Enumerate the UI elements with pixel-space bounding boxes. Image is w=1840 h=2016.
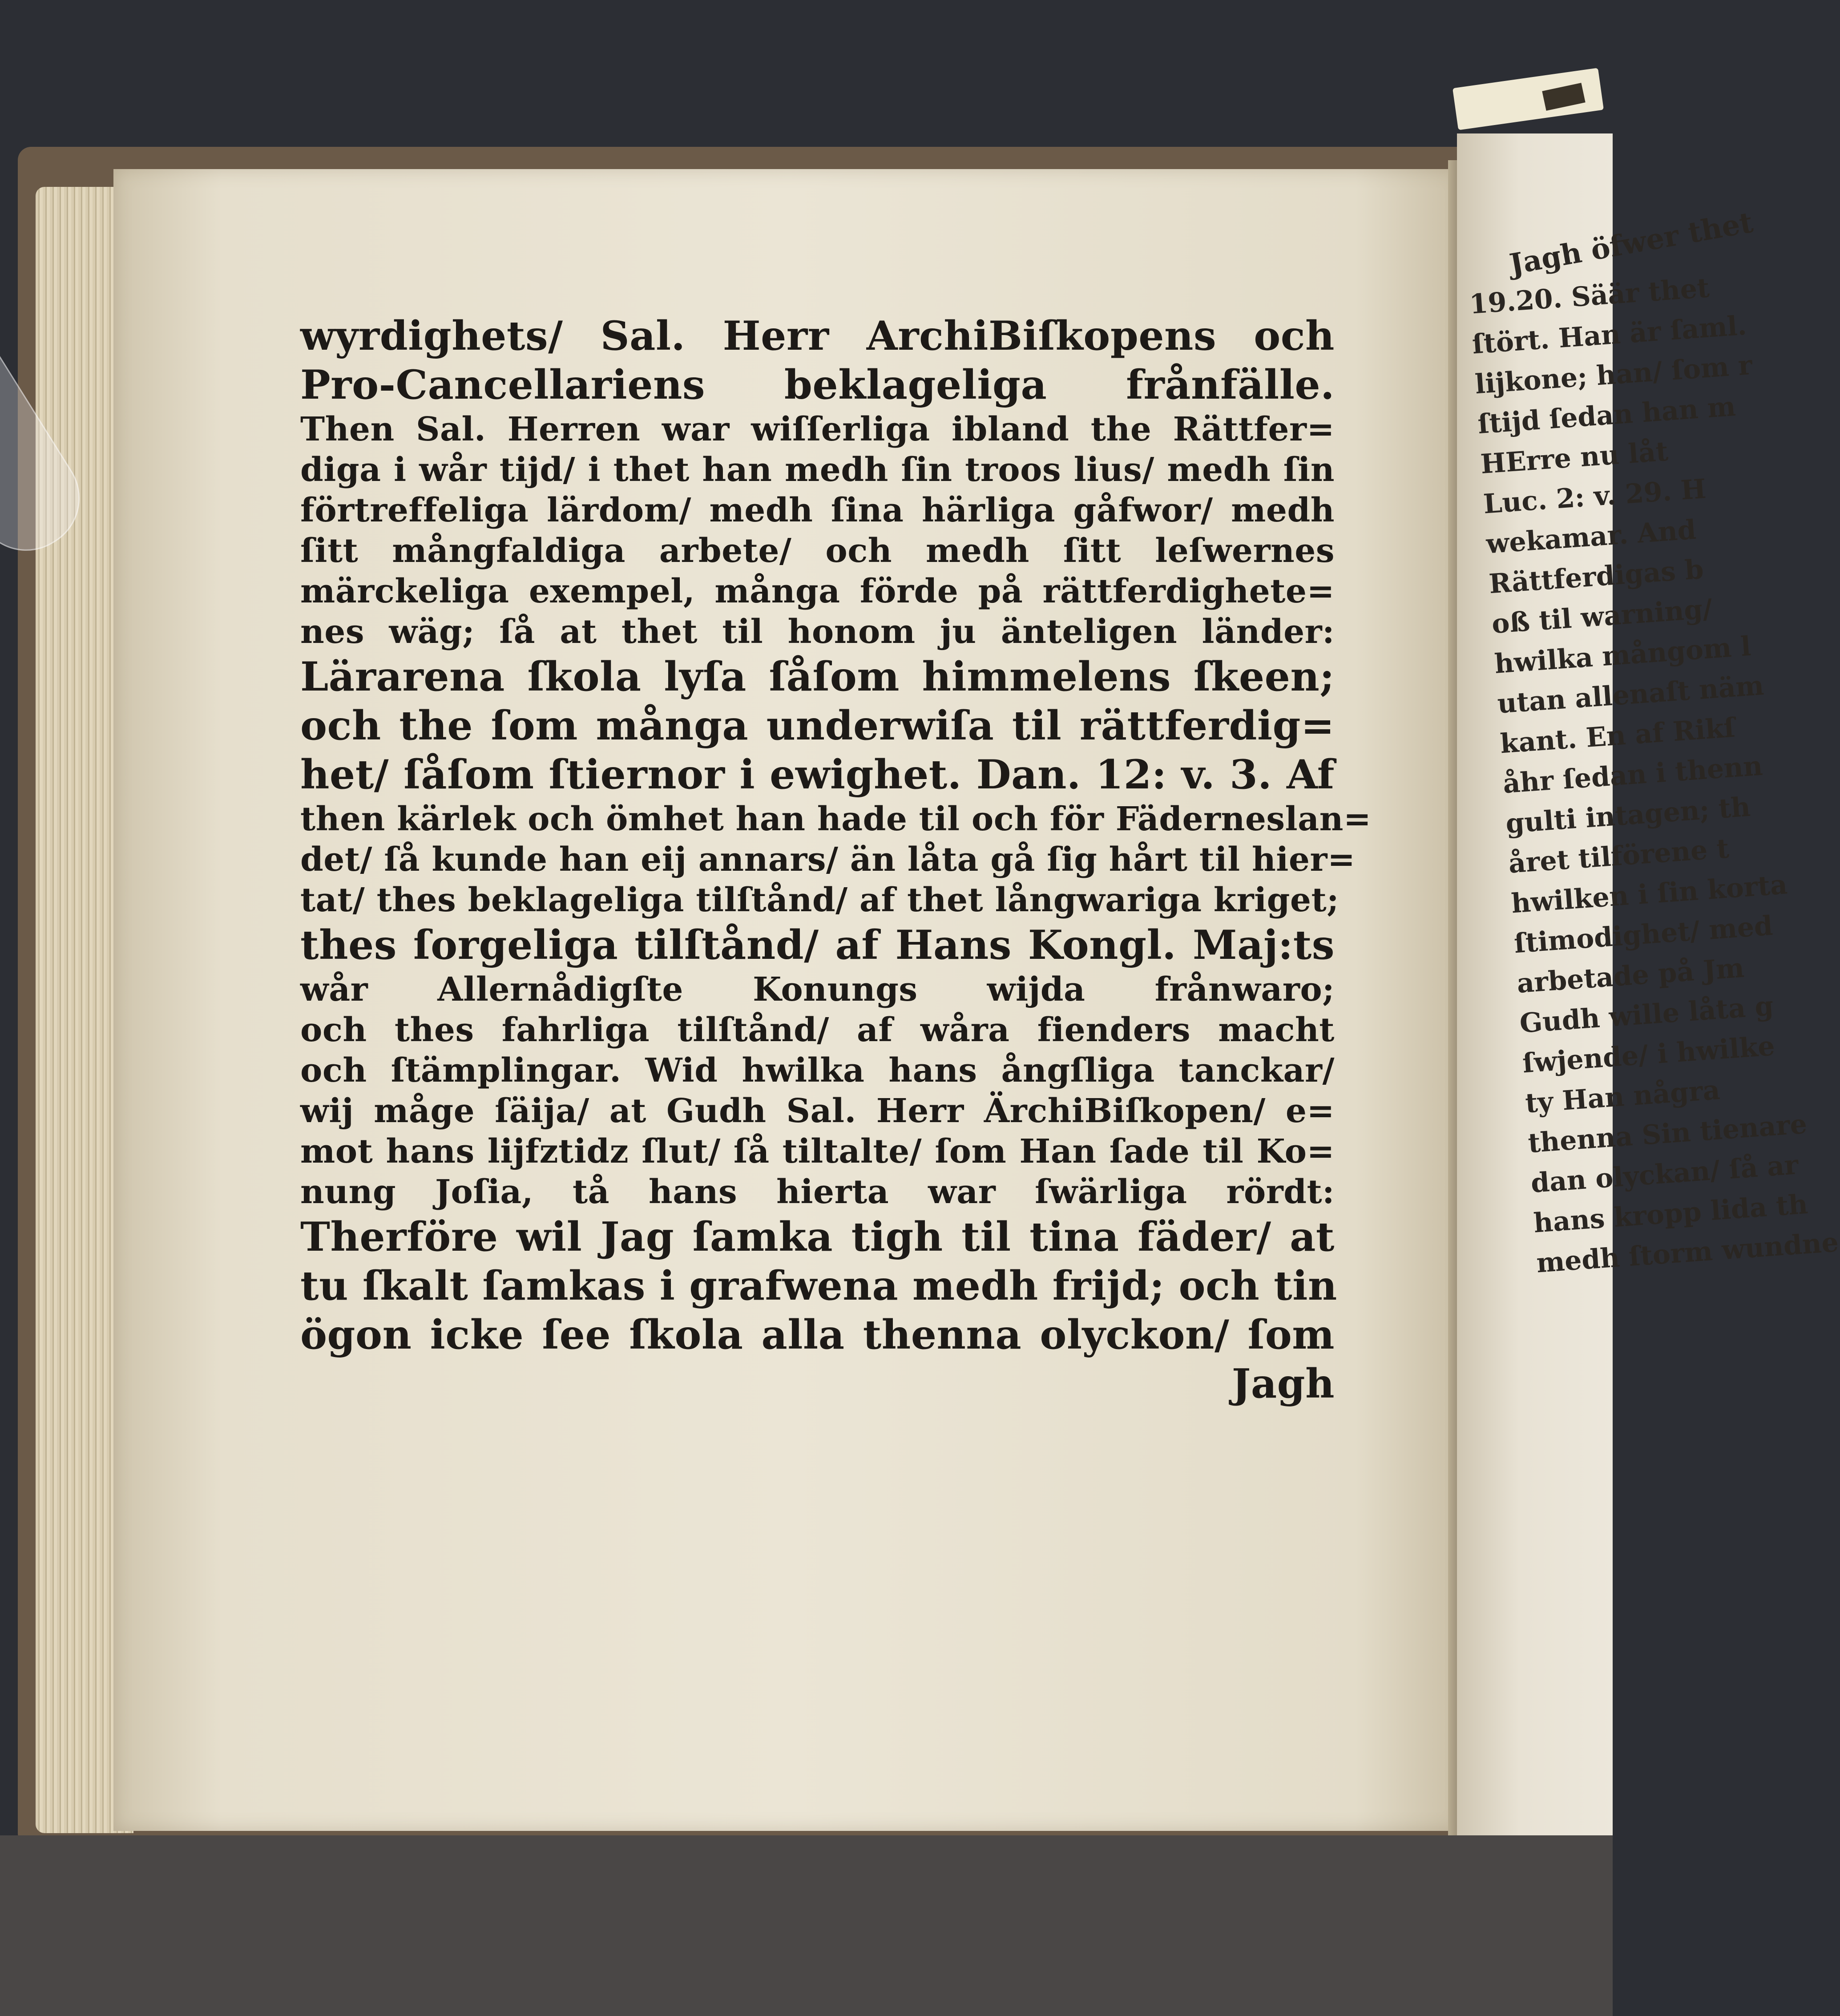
- text-line: och ſtämplingar. Wid hwilka hans ångſliga tanckar/: [300, 1051, 1335, 1090]
- right-text-line: wekamar. And: [1485, 514, 1697, 560]
- right-text-line: ty Han några: [1524, 1075, 1721, 1119]
- catchword: Jagh: [1231, 1360, 1335, 1407]
- text-line: förtreffeliga lärdom/ medh ſina härliga gåfwor/ medh: [300, 491, 1335, 529]
- text-line: nes wäg; ſå at thet til honom ju änteligen länder:: [300, 613, 1335, 651]
- right-text-line: ſtört. Han är ſaml.: [1471, 310, 1748, 360]
- right-text-line: HErre nu låt: [1479, 436, 1669, 480]
- right-text-line: lijkone; han/ ſom r: [1474, 349, 1754, 400]
- text-line: then kärlek och ömhet han hade til och för Fäderneslan=: [300, 800, 1372, 838]
- text-line: mot hans lijfztidz ſlut/ ſå tiltalte/ ſom Han ſade til Ko=: [300, 1132, 1335, 1171]
- right-text-line: oß til warning/: [1490, 593, 1714, 640]
- text-line: tu ſkalt ſamkas i grafwena medh frijd; och tin: [300, 1262, 1337, 1309]
- text-line: Then Sal. Herren war wiſſerliga ibland the Rättfer=: [300, 410, 1335, 448]
- right-text-line: året tilförene t: [1507, 833, 1730, 880]
- left-page-text: [300, 311, 1372, 1408]
- right-text-line: Gudh wille låta g: [1518, 990, 1775, 1039]
- right-text-line: thenna Sin tienare: [1527, 1108, 1808, 1160]
- text-line: wij måge ſäija/ at Gudh Sal. Herr ÄrchiBiſkopen/ e=: [300, 1092, 1335, 1130]
- right-page-header: Jagh öfwer thet: [1507, 206, 1756, 282]
- right-text-line: ſwjende/ i hwilke: [1521, 1030, 1776, 1079]
- background-band: [0, 1835, 1613, 2016]
- right-text-line: utan allenaſt näm: [1496, 670, 1765, 720]
- right-text-line: kant. En af Rikſ: [1499, 712, 1736, 760]
- text-line: thes ſorgeliga tilſtånd/ af Hans Kongl. Maj:ts: [300, 921, 1335, 969]
- right-text-line: ſtimodighet/ med: [1513, 910, 1774, 960]
- text-line: det/ ſå kunde han eij annars/ än låta gå ſig hårt til hier=: [300, 840, 1356, 879]
- right-text-line: hans kropp lida th: [1533, 1188, 1809, 1239]
- text-line: tat/ thes beklageliga tilſtånd/ af thet långwariga kriget;: [300, 881, 1339, 919]
- text-line: wyrdighets/ Sal. Herr ArchiBiſkopens och: [300, 312, 1335, 360]
- text-line: och the ſom många underwiſa til rättferdig=: [300, 702, 1335, 749]
- text-line: Pro-Cancellariens beklageliga frånfälle.: [300, 361, 1335, 408]
- text-line: ſitt mångfaldiga arbete/ och medh ſitt leſwernes: [300, 532, 1335, 570]
- right-text-line: arbetade på Jm: [1516, 952, 1745, 1000]
- text-line: nung Joſia, tå hans hierta war ſwärliga rördt:: [300, 1173, 1335, 1211]
- right-text-line: åhr ſedan i thenn: [1502, 750, 1764, 800]
- right-text-line: ſtijd ſedan han m: [1477, 391, 1737, 440]
- right-text-line: hwilka mångom l: [1493, 630, 1752, 680]
- text-line: och thes fahrliga tilſtånd/ af wåra fienders macht: [300, 1011, 1335, 1049]
- right-text-line: hwilken i ſin korta: [1510, 869, 1788, 920]
- text-line: ögon icke ſee ſkola alla thenna olyckon/ ſom: [300, 1311, 1335, 1358]
- text-line: Lärarena ſkola lyſa ſåſom himmelens ſkeen;: [300, 653, 1335, 700]
- text-line: wår Allernådigſte Konungs wijda frånwaro;: [300, 970, 1335, 1009]
- right-text-line: Rättferdigas b: [1488, 553, 1705, 600]
- text-line: Therföre wil Jag ſamka tigh til tina fäder/ at: [300, 1213, 1335, 1261]
- right-text-line: 19.20. Säär thet: [1468, 272, 1711, 320]
- text-line: märckeliga exempel, många förde på rättferdighete=: [300, 572, 1335, 610]
- right-text-line: dan olyckan/ ſå ar: [1529, 1149, 1800, 1199]
- right-text-line: medh ſtorm wundne: [1535, 1227, 1840, 1279]
- right-text-line: gulti intagen; th: [1505, 791, 1751, 840]
- text-line: het/ ſåſom ſtiernor i ewighet. Dan. 12: v. 3. Af: [300, 751, 1335, 798]
- text-line: diga i wår tijd/ i thet han medh ſin troos lius/ medh ſin: [300, 451, 1335, 489]
- right-text-line: Luc. 2: v. 29. H: [1482, 473, 1707, 520]
